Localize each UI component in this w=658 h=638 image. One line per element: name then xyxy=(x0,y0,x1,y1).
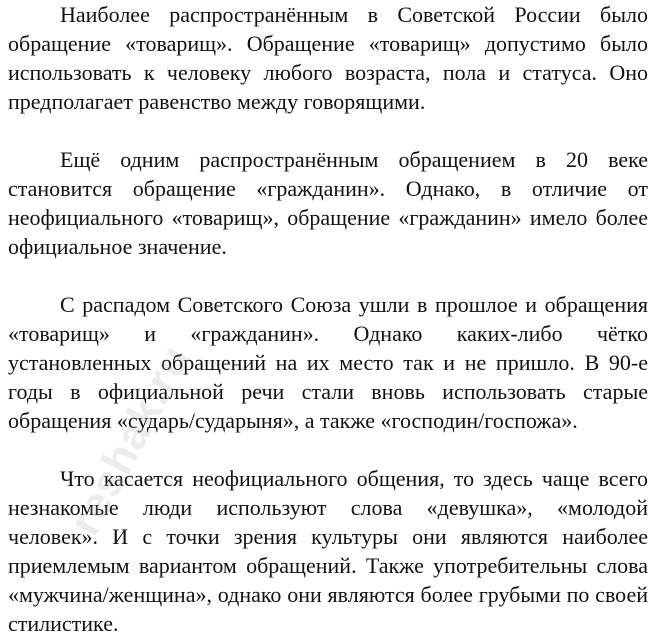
paragraph-1: Наиболее распространённым в Советской России было обращение «товарищ». Обращение «товарищ» допустимо было использовать к человеку любого возраста, пола и статуса. Оно предполагает равенство между говорящими. xyxy=(8,2,648,114)
paragraph-3: С распадом Советского Союза ушли в прошлое и обращения «товарищ» и «гражданин». Однако каких-либо чётко установленных обращений на их место так и не пришло. В 90-е годы в официальной речи стали вновь использовать старые обращения «сударь/сударыня», а также «господин/госпожа». xyxy=(8,292,648,433)
paragraph-2: Ещё одним распространённым обращением в 20 веке становится обращение «гражданин». Однако, в отличие от неофициального «товарищ», обращение «гражданин» имело более официальное значение. xyxy=(8,147,648,259)
watermark: reshak.ru xyxy=(60,337,201,544)
paragraph-4: Что касается неофициального общения, то здесь чаще всего незнакомые люди используют слова «девушка», «молодой человек». И с точки зрения культуры они являются наиболее приемлемым вариантом обращений. Также употребительны слова «мужчина/женщина», однако они являются более грубыми по своей стилистике. xyxy=(8,466,648,636)
document-body xyxy=(8,0,648,638)
